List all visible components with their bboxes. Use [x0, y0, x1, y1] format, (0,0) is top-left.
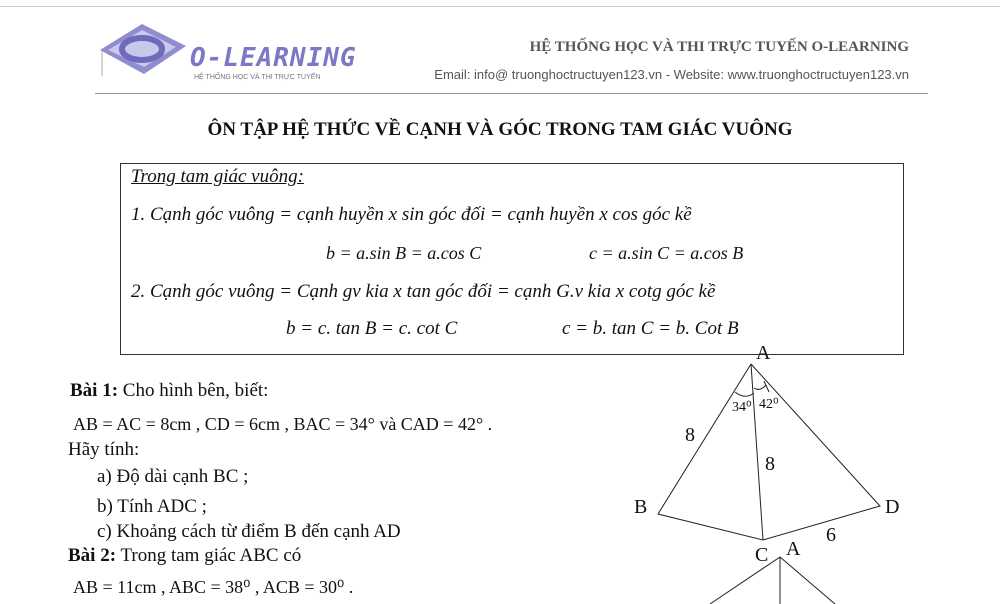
contact-info: Email: info@ truonghoctructuyen123.vn - Website: www.truonghoctructuyen123.vn: [434, 67, 909, 82]
label-B: B: [634, 496, 648, 518]
org-title: HỆ THỐNG HỌC VÀ THI TRỰC TUYẾN O-LEARNING: [529, 39, 909, 55]
formula-1a: b = a.sin B = a.cos C: [326, 243, 482, 263]
logo-text: O-LEARNING: [190, 43, 357, 73]
bai1-part-b: b) Tính ADC ;: [97, 496, 207, 517]
formula-2a: b = c. tan B = c. cot C: [286, 318, 458, 339]
bai1-part-a: a) Độ dài cạnh BC ;: [97, 466, 249, 487]
bai1-ask: Hãy tính:: [68, 439, 140, 460]
label-C: C: [755, 544, 769, 566]
bai2-given: AB = 11cm , ABC = 38⁰ , ACB = 30⁰ .: [73, 577, 354, 597]
label-A2: A: [786, 538, 801, 560]
label-ac: 8: [765, 453, 775, 475]
bai1-heading: Bài 1: Cho hình bên, biết:: [70, 380, 269, 401]
box-heading: Trong tam giác vuông:: [131, 166, 304, 187]
formula-1b: c = a.sin C = a.cos B: [589, 243, 744, 263]
logo-subtitle: HỆ THỐNG HỌC VÀ THI TRỰC TUYẾN: [194, 74, 321, 81]
label-A: A: [756, 342, 771, 364]
label-angle-bac: 34⁰: [732, 400, 752, 415]
formula-2b: c = b. tan C = b. Cot B: [562, 318, 739, 339]
bai1-given: AB = AC = 8cm , CD = 6cm , BAC = 34° và CAD = 42° .: [73, 414, 493, 434]
rule-1: 1. Cạnh góc vuông = cạnh huyền x sin góc đối = cạnh huyền x cos góc kề: [131, 204, 692, 225]
bai1-part-c: c) Khoảng cách từ điểm B đến cạnh AD: [97, 521, 401, 542]
label-D: D: [885, 496, 900, 518]
label-ab: 8: [685, 424, 695, 446]
page-title: ÔN TẬP HỆ THỨC VỀ CẠNH VÀ GÓC TRONG TAM GIÁC VUÔNG: [207, 119, 793, 140]
label-angle-cad: 42⁰: [759, 397, 779, 412]
label-cd: 6: [826, 524, 836, 546]
bai2-heading: Bài 2: Trong tam giác ABC có: [68, 545, 302, 566]
rule-2: 2. Cạnh góc vuông = Cạnh gv kia x tan góc đối = cạnh G.v kia x cotg góc kề: [131, 281, 716, 302]
